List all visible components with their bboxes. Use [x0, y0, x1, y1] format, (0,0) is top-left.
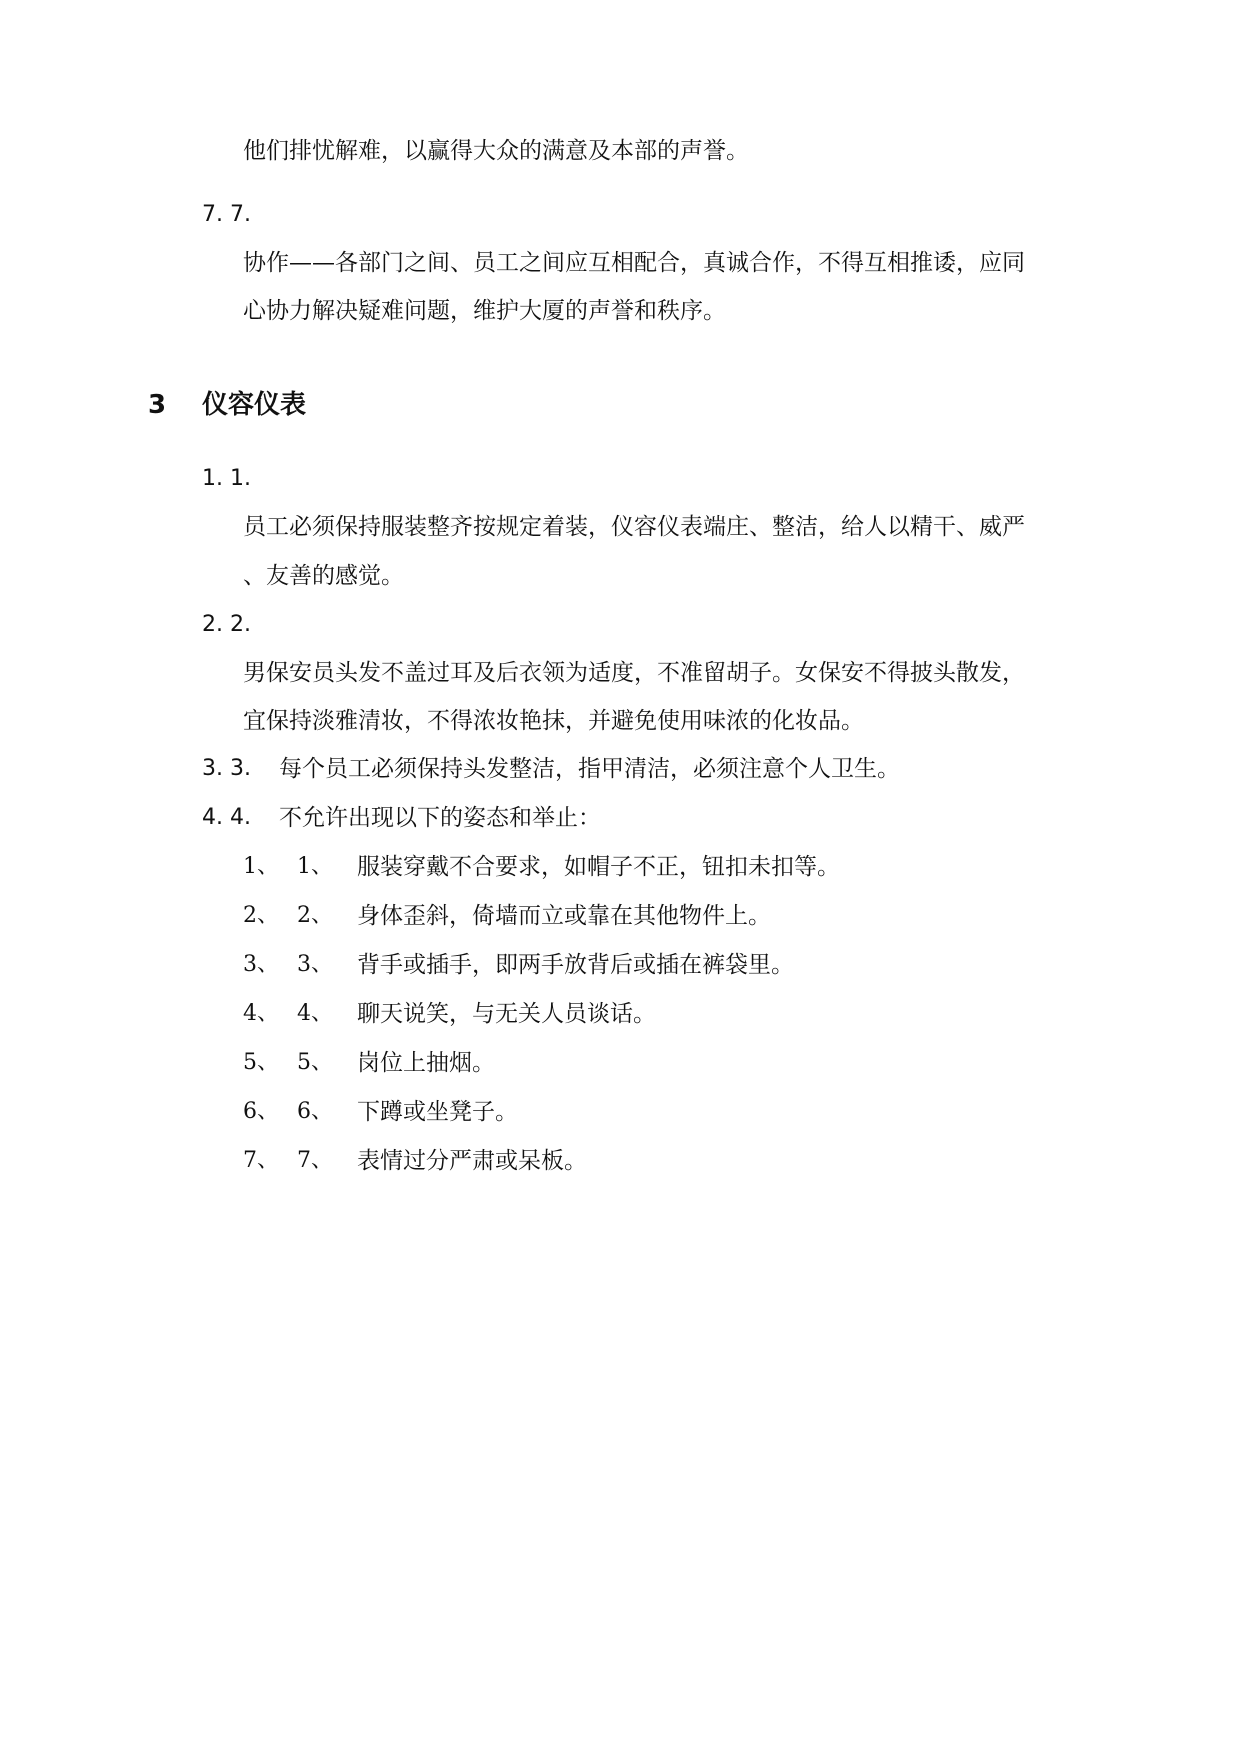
- item-2-number: 2. 2.: [202, 612, 251, 637]
- item-3-number: 3. 3.: [202, 756, 251, 781]
- subitem-7-marker-a: 7、: [243, 1148, 279, 1173]
- item-3-text: 每个员工必须保持头发整洁，指甲清洁，必须注意个人卫生。: [279, 756, 900, 782]
- item-4-text: 不允许出现以下的姿态和举止：: [279, 805, 601, 831]
- subitem-7-text: 表情过分严肃或呆板。: [357, 1148, 587, 1174]
- subitem-2-marker-a: 2、: [243, 903, 279, 928]
- subitem-3-marker-b: 3、: [297, 952, 333, 977]
- item-7-line2: 心协力解决疑难问题，维护大厦的声誉和秩序。: [243, 298, 726, 324]
- item-1-line2: 、友善的感觉。: [243, 563, 404, 589]
- section-number: 3: [148, 390, 167, 420]
- subitem-1-marker-a: 1、: [243, 854, 279, 879]
- subitem-2-marker-b: 2、: [297, 903, 333, 928]
- subitem-3-text: 背手或插手，即两手放背后或插在裤袋里。: [357, 952, 794, 978]
- subitem-6-marker-b: 6、: [297, 1099, 333, 1124]
- subitem-6-text: 下蹲或坐凳子。: [357, 1099, 518, 1125]
- item-1-line1: 员工必须保持服装整齐按规定着装，仪容仪表端庄、整洁，给人以精干、威严: [243, 514, 1025, 540]
- subitem-1-marker-b: 1、: [297, 854, 333, 879]
- item-2-line1: 男保安员头发不盖过耳及后衣领为适度，不准留胡子。女保安不得披头散发，: [243, 660, 1025, 686]
- subitem-6-marker-a: 6、: [243, 1099, 279, 1124]
- subitem-4-marker-a: 4、: [243, 1001, 279, 1026]
- subitem-3-marker-a: 3、: [243, 952, 279, 977]
- subitem-4-marker-b: 4、: [297, 1001, 333, 1026]
- item-7-line1: 协作——各部门之间、员工之间应互相配合，真诚合作，不得互相推诿，应同: [243, 250, 1025, 276]
- item-2-line2: 宜保持淡雅清妆，不得浓妆艳抹，并避免使用味浓的化妆品。: [243, 708, 864, 734]
- subitem-4-text: 聊天说笑，与无关人员谈话。: [357, 1001, 656, 1027]
- item-1-number: 1. 1.: [202, 466, 251, 491]
- subitem-5-marker-b: 5、: [297, 1050, 333, 1075]
- section-title: 仪容仪表: [202, 390, 307, 420]
- paragraph-continuation: 他们排忧解难，以赢得大众的满意及本部的声誉。: [243, 138, 749, 164]
- item-4-number: 4. 4.: [202, 805, 251, 830]
- item-7-number: 7. 7.: [202, 202, 251, 227]
- subitem-5-text: 岗位上抽烟。: [357, 1050, 495, 1076]
- subitem-1-text: 服装穿戴不合要求，如帽子不正，钮扣未扣等。: [357, 854, 840, 880]
- subitem-5-marker-a: 5、: [243, 1050, 279, 1075]
- subitem-7-marker-b: 7、: [297, 1148, 333, 1173]
- subitem-2-text: 身体歪斜，倚墙而立或靠在其他物件上。: [357, 903, 771, 929]
